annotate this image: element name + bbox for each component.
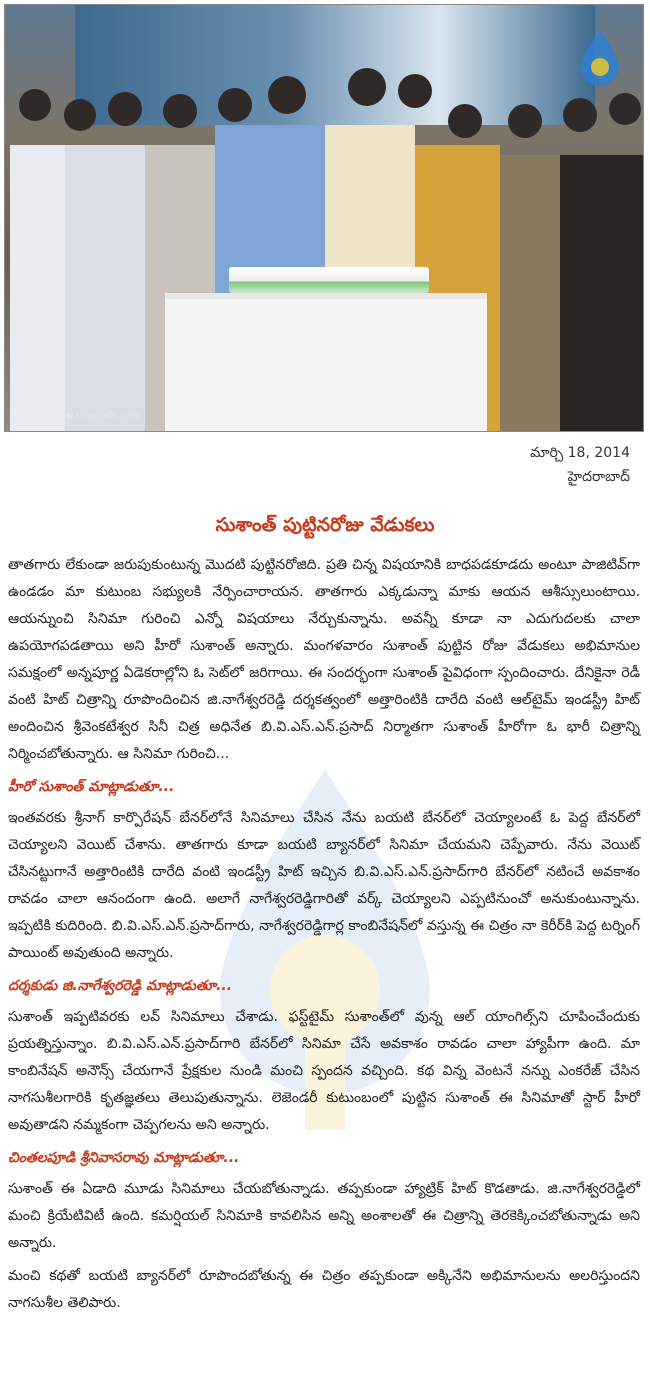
article-date: మార్చి 18, 2014 [530,445,630,461]
paragraph-intro: తాతగారు లేకుండా జరుపుకుంటున్న మొదటి పుట్టినరోజిది. ప్రతి చిన్న విషయానికి బాధపడకూడదు అంటూ పాజిటివ్‌గా ఉండడం మా కుటుంబ సభ్యులకి నేర్పించారాయన. తాతగారు ఎక్కడున్నా మాకు ఆయన ఆశీస్సులుంటాయి. ఆయన్నుంచి సినిమా గురించి ఎన్నో విషయాలు నేర్చుకున్నాను. అవన్నీ కూడా నా ఎదుగుదలకు చాలా ఉపయోగపడతాయి అని హీరో సుశాంత్ అన్నారు. మంగళవారం సుశాంత్ పుట్టిన రోజు వేడుకలు అభిమానుల సమక్షంలో అన్నపూర్ణ ఏడెకరాల్లోని ఓ సెట్‌లో జరిగాయి. ఈ సందర్భంగా సుశాంత్ పైవిధంగా స్పందించారు. దేనికైనా రెడీ వంటి హిట్ చిత్రాన్ని రూపొందించిన జి.నాగేశ్వరరెడ్డి దర్శకత్వంలో అత్తారింటికి దారేది వంటి ఆల్‌టైమ్ ఇండస్ట్రీ హిట్ అందించిన శ్రీవెంకటేశ్వర సినీ చిత్ర అధినేత బి.వి.ఎస్.ఎన్.ప్రసాద్ నిర్మాతగా సుశాంత్ హీరోగా ఓ భారీ చిత్రాన్ని నిర్మించబోతున్నారు. ఆ సినిమా గురించి... [8,557,640,762]
subhead-srinivasarao: చింతలపూడి శ్రీనివాసరావు మాట్లాడుతూ... [8,1150,240,1166]
birthday-cake [229,267,429,293]
cake-table [165,293,487,432]
paragraph-director-quote: సుశాంత్ ఇప్పటివరకు లవ్ సినిమాలు చేశాడు. ఫస్ట్‌టైమ్ సుశాంత్‌లో వున్న ఆల్ యాంగిల్స్‌ని చూపించేందుకు ప్రయత్నిస్తున్నాం. బి.వి.ఎస్.ఎన్.ప్రసాద్‌గారి బేనర్‌లో సినిమా చేసే అవకాశం రావడం చాలా హ్యాపీగా ఉంది. మా కాంబినేషన్ అనౌన్స్ చేయగానే ప్రేక్షకుల నుండి మంచి స్పందన వచ్చింది. కథ విన్న వెంటనే నన్ను ఎంకరేజ్ చేసిన నాగసుశీలగారికి కృతజ్ఞతలు తెలుపుతున్నాను. లెజెండరీ కుటుంబంలో పుట్టిన సుశాంత్ ఈ సినిమాతో స్టార్ హీరో అవుతాడని నమ్మకంగా చెప్పగలను అని అన్నారు. [8,1009,640,1133]
article-city: హైదరాబాద్ [567,469,630,485]
paragraph-closing: మంచి కథతో బయటి బ్యానర్‌లో రూపొందబోతున్న ఈ చిత్రం తప్పకుండా అక్కినేని అభిమానులను అలరిస్తుందని నాగసుశీల తెలిపారు. [8,1268,640,1311]
article-title: సుశాంత్ పుట్టినరోజు వేడుకలు [215,514,435,536]
drop-logo-icon [577,29,623,87]
event-photo [4,4,644,432]
paragraph-srinivasarao-quote: సుశాంత్ ఈ ఏడాది మూడు సినిమాలు చేయబోతున్నాడు. తప్పకుండా హ్యాట్రిక్ హిట్ కొడతాడు. జి.నాగేశ్వరరెడ్డిలో మంచి క్రియేటివిటీ ఉంది. కమర్షియల్ సినిమాకి కావలిసిన అన్ని అంశాలతో ఈ చిత్రాన్ని తెరకెక్కించబోతున్నాడు అని అన్నారు. [8,1181,640,1251]
paragraph-hero-quote: ఇంతవరకు శ్రీనాగ్ కార్పొరేషన్ బేనర్‌లోనే సినిమాలు చేసిన నేను బయటి బేనర్‌లో చెయ్యాలంటే ఓ పెద్ద బేనర్‌లో చెయ్యాలని వెయిట్ చేశాను. తాతగారు కూడా బయటి బ్యానర్‌లో సినిమా చేయమని చెప్పేవారు. నేను వెయిట్ చేసినట్టుగానే అత్తారింటికి దారేది వంటి ఇండస్ట్రీ హిట్ ఇచ్చిన బి.వి.ఎస్.ఎన్.ప్రసాద్‌గారి బేనర్‌లో నటించే అవకాశం రావడం చాలా ఆనందంగా ఉంది. అలాగే నాగేశ్వరరెడ్డిగారితో వర్క్ చెయ్యాలని ఎప్పటినుంచో అనుకుంటున్నాను. ఇప్పటికి కుదిరింది. బి.వి.ఎస్.ఎన్.ప్రసాద్‌గారు, నాగేశ్వరరెడ్డిగార్ల కాంబినేషన్‌లో వస్తున్న ఈ చిత్రం నా కెరీర్‌కి పెద్ద టర్నింగ్ పాయింట్ అవుతుంది అన్నారు. [8,810,640,961]
subhead-hero: హీరో సుశాంత్ మాట్లాడుతూ... [8,779,175,795]
photo-credit: www.cinejosh.com [49,411,142,422]
article-body [8,552,640,1323]
subhead-director: దర్శకుడు జి.నాగేశ్వరరెడ్డి మాట్లాడుతూ... [8,978,233,994]
dateline [530,441,630,489]
